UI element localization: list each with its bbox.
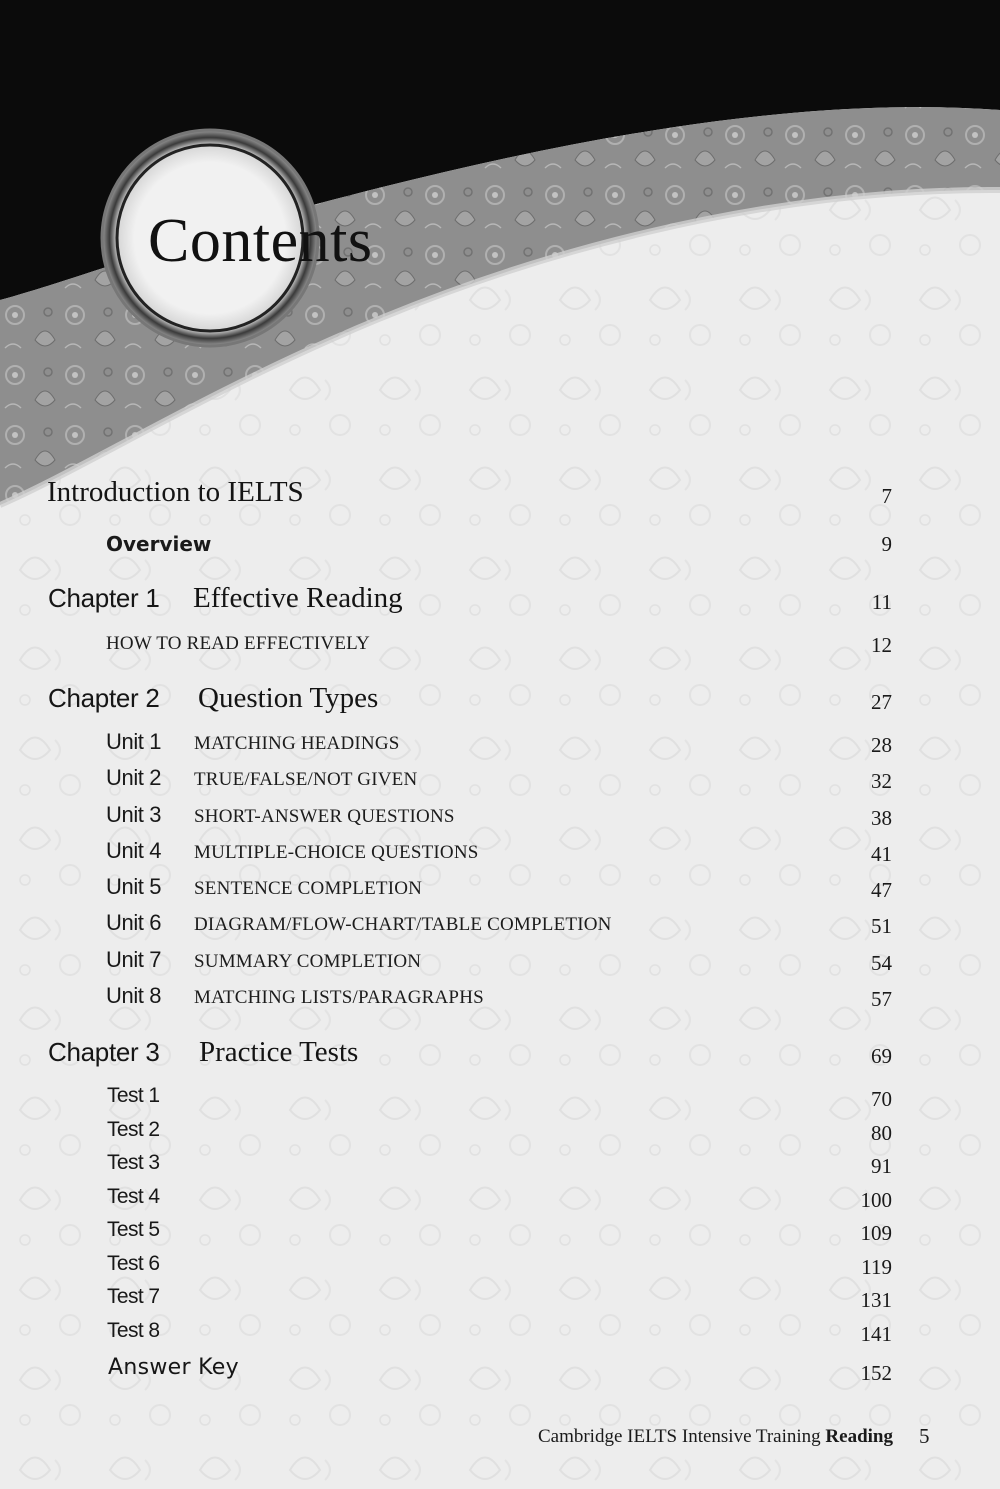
test-label: Test 7: [107, 1285, 160, 1308]
unit-title: TRUE/FALSE/NOT GIVEN: [194, 769, 418, 790]
unit-label: Unit 2: [106, 765, 162, 790]
page-number: 109: [860, 1221, 892, 1245]
toc-entry-unit-8[interactable]: [0, 983, 1000, 1027]
page-number: 11: [871, 590, 892, 614]
page-number: 12: [871, 633, 892, 657]
unit-title: SUMMARY COMPLETION: [194, 951, 422, 972]
unit-label: Unit 6: [106, 910, 162, 935]
unit-label: Unit 7: [106, 947, 162, 972]
test-label: Test 8: [107, 1319, 160, 1342]
test-label: Test 3: [107, 1151, 160, 1174]
unit-label: Unit 3: [106, 802, 162, 827]
unit-label: Unit 4: [106, 838, 162, 863]
page-number: 28: [871, 733, 892, 757]
toc-entry-chapter-1[interactable]: [0, 582, 1000, 630]
page-number: 47: [871, 878, 892, 902]
footer-book-title: [538, 1426, 893, 1448]
intro-title: Introduction to IELTS: [47, 476, 304, 508]
chapter-title: Question Types: [198, 682, 379, 714]
page-number: 9: [881, 532, 892, 556]
footer-subject: Reading: [825, 1426, 893, 1447]
page-number: 32: [871, 769, 892, 793]
test-label: Test 6: [107, 1252, 160, 1275]
page-number: 7: [881, 484, 892, 508]
toc-entry-chapter-3[interactable]: [0, 1036, 1000, 1084]
page-number: 57: [871, 987, 892, 1011]
unit-title: SENTENCE COMPLETION: [194, 878, 423, 899]
page-number: 91: [871, 1154, 892, 1178]
toc-entry-chapter-2[interactable]: [0, 682, 1000, 730]
page-number: 131: [860, 1288, 892, 1312]
unit-label: Unit 8: [106, 983, 162, 1008]
page-number: 152: [860, 1361, 892, 1385]
chapter-number: Chapter 2: [48, 683, 160, 713]
page-number: 69: [871, 1044, 892, 1068]
unit-label: Unit 5: [106, 874, 162, 899]
unit-title: MULTIPLE-CHOICE QUESTIONS: [194, 842, 479, 863]
test-label: Test 5: [107, 1218, 160, 1241]
chapter-number: Chapter 1: [48, 583, 160, 613]
unit-title: SHORT-ANSWER QUESTIONS: [194, 806, 455, 827]
section-title: HOW TO READ EFFECTIVELY: [106, 633, 370, 654]
page-number: 80: [871, 1121, 892, 1145]
page-title: Contents: [148, 207, 373, 275]
chapter-number: Chapter 3: [48, 1037, 160, 1067]
unit-title: MATCHING LISTS/PARAGRAPHS: [194, 987, 484, 1008]
page-number: 41: [871, 842, 892, 866]
answer-key-label: Answer Key: [108, 1355, 239, 1380]
page-number: 27: [871, 690, 892, 714]
unit-title: MATCHING HEADINGS: [194, 733, 400, 754]
toc-entry-overview[interactable]: [0, 532, 1000, 572]
test-label: Test 1: [107, 1084, 160, 1107]
footer-series: Cambridge IELTS Intensive Training: [537, 1426, 821, 1447]
toc-entry-answer-key[interactable]: [0, 1355, 1000, 1401]
overview-label: Overview: [106, 532, 212, 556]
page-number: 54: [871, 951, 892, 975]
page-number: 141: [860, 1322, 892, 1346]
test-label: Test 4: [107, 1185, 160, 1208]
page-number: 119: [861, 1255, 892, 1279]
page-number: 51: [871, 914, 892, 938]
page-number: 70: [871, 1087, 892, 1111]
toc-entry-introduction[interactable]: [0, 476, 1000, 524]
unit-label: Unit 1: [106, 729, 162, 754]
toc-entry-how-to-read[interactable]: [0, 633, 1000, 673]
page-number: 38: [871, 806, 892, 830]
chapter-title: Practice Tests: [199, 1036, 359, 1068]
page-number: 100: [860, 1188, 892, 1212]
unit-title: DIAGRAM/FLOW-CHART/TABLE COMPLETION: [194, 914, 612, 935]
footer-page-number: 5: [919, 1424, 930, 1448]
chapter-title: Effective Reading: [193, 582, 403, 614]
test-label: Test 2: [107, 1118, 160, 1141]
